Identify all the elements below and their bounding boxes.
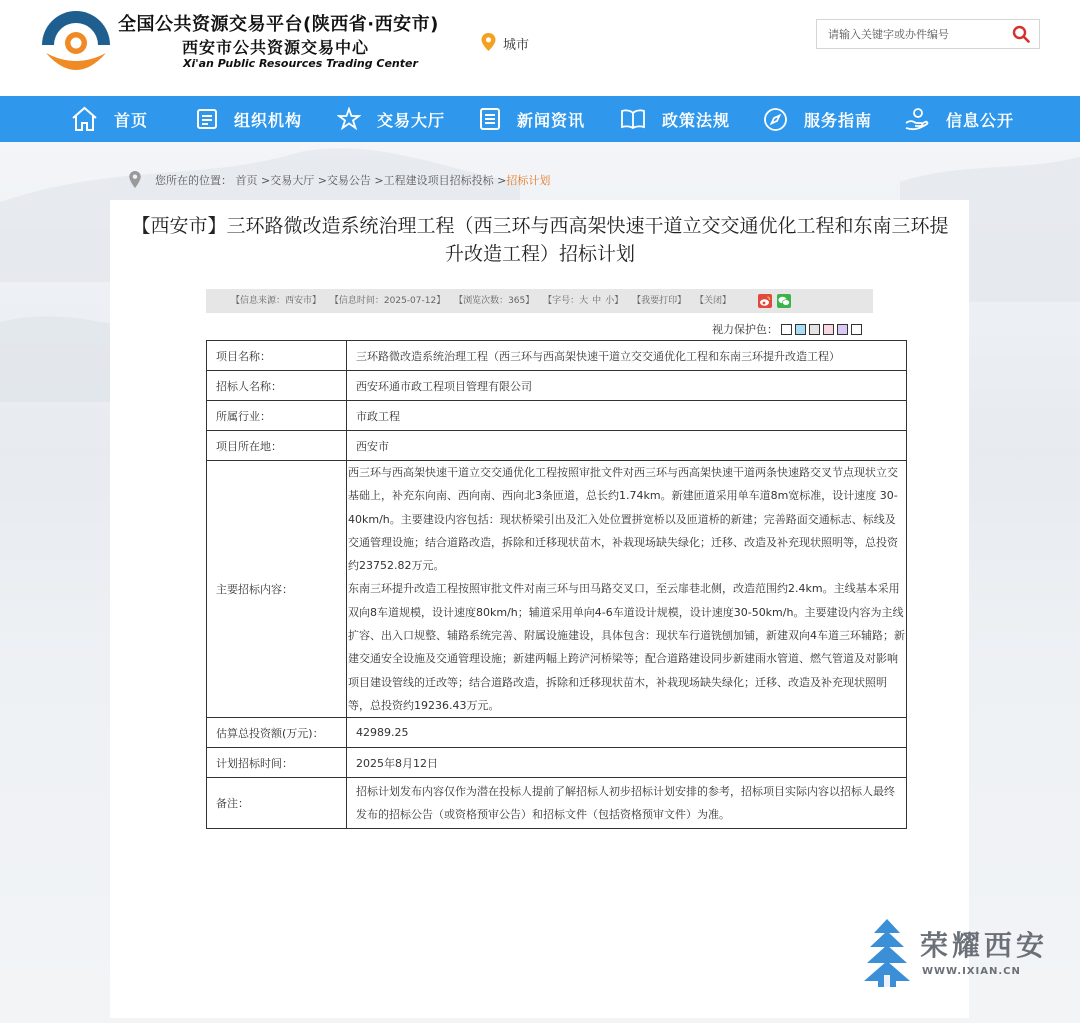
row-key: 招标人名称：	[207, 371, 347, 401]
breadcrumb-current[interactable]: 招标计划	[506, 174, 551, 187]
breadcrumb-link[interactable]: 交易公告	[326, 174, 371, 187]
meta-font-label: 【字号：	[543, 296, 580, 306]
eye-color-blue[interactable]	[795, 324, 806, 335]
eye-color-gray[interactable]	[809, 324, 820, 335]
nav-item-home[interactable]	[71, 96, 148, 142]
close-button[interactable]: 【关闭】	[694, 296, 731, 306]
news-icon	[479, 107, 501, 131]
eye-color-default[interactable]	[851, 324, 862, 335]
site-header	[0, 0, 1080, 96]
nav-label: 服务指南	[804, 110, 873, 130]
font-size-large[interactable]: 大	[579, 296, 589, 306]
meta-views: 【浏览次数：365】	[454, 296, 535, 306]
search-box	[816, 19, 1040, 49]
table-row	[207, 401, 907, 431]
row-value: 招标计划发布内容仅作为潜在投标人提前了解招标人初步招标计划安排的参考，招标项目实际内容以招标人最终发布的招标公告（或资格预审公告）和招标文件（包括资格预审文件）为准。	[347, 778, 907, 829]
breadcrumb	[155, 172, 550, 188]
search-input[interactable]	[817, 20, 1005, 48]
watermark-name: 荣耀西安	[920, 929, 1049, 962]
breadcrumb-link[interactable]: 工程建设项目招标投标	[383, 174, 494, 187]
nav-label: 首页	[114, 110, 149, 130]
print-button[interactable]: 【我要打印】	[632, 296, 687, 306]
article-meta-bar	[206, 289, 873, 313]
breadcrumb-separator: >	[257, 174, 271, 187]
nav-label: 组织机构	[234, 110, 303, 130]
breadcrumb-separator: >	[493, 174, 507, 187]
breadcrumb-link[interactable]: 交易大厅	[270, 174, 315, 187]
wechat-share-icon[interactable]	[777, 294, 791, 308]
nav-label: 新闻资讯	[517, 110, 586, 130]
trade-hall-icon	[337, 107, 361, 131]
search-icon	[1012, 25, 1030, 43]
meta-source: 【信息来源：西安市】	[231, 296, 322, 306]
site-subtitle: 西安市公共资源交易中心	[182, 38, 370, 57]
site-subtitle-en: Xi'an Public Resources Trading Center	[183, 57, 418, 70]
table-row	[207, 718, 907, 748]
table-row	[207, 748, 907, 778]
row-value: 42989.25	[347, 718, 907, 748]
table-row	[207, 341, 907, 371]
row-value: 市政工程	[347, 401, 907, 431]
main-nav	[0, 96, 1080, 142]
row-key: 主要招标内容：	[207, 461, 347, 718]
table-row	[207, 778, 907, 829]
breadcrumb-separator: >	[370, 174, 384, 187]
row-key: 项目名称：	[207, 341, 347, 371]
nav-label: 交易大厅	[377, 110, 446, 130]
project-info-table	[206, 340, 907, 829]
article-title: 【西安市】三环路微改造系统治理工程（西三环与西高架快速干道立交交通优化工程和东南三环提升改造工程）招标计划	[131, 215, 949, 265]
nav-item-news[interactable]	[479, 96, 585, 142]
row-key: 所属行业：	[207, 401, 347, 431]
eye-protection-label: 视力保护色：	[712, 323, 778, 336]
eye-color-purple[interactable]	[837, 324, 848, 335]
nav-item-disclosure[interactable]	[904, 96, 1014, 142]
content-paragraph-2: 东南三环提升改造工程按照审批文件对南三环与田马路交叉口，至云扉巷北侧，改造范围约2.4km。主线基本采用双向8车道规模，设计速度80km/h；辅道采用单向4-6车道设计规模，设计速度30-50km/h。主要建设内容为主线扩容、出入口规整、辅路系统完善、附属设施建设，具体包含：现状车行道铣刨加铺，新建双向4车道三环辅路；新建交通安全设施及交通管理设施；新建两幅上跨浐河桥梁等；配合道路建设同步新建雨水管道、燃气管道及对影响项目建设管线的迁改等；结合道路改造，拆除和迁移现状苗木，补栽现场缺失绿化；迁移、改造及补充现状照明等，总投资约19236.43万元。	[348, 582, 905, 712]
book-icon	[620, 108, 646, 130]
location-icon	[129, 171, 141, 188]
hand-icon	[904, 107, 930, 131]
row-key: 项目所在地：	[207, 431, 347, 461]
nav-label: 信息公开	[946, 110, 1015, 130]
row-key: 计划招标时间：	[207, 748, 347, 778]
breadcrumb-prefix: 您所在的位置：	[155, 174, 232, 187]
row-key: 估算总投资额(万元)：	[207, 718, 347, 748]
font-size-medium[interactable]: 中	[592, 296, 602, 306]
nav-item-trade-hall[interactable]	[337, 96, 445, 142]
watermark-pagoda-icon	[862, 917, 912, 987]
site-logo[interactable]	[38, 5, 114, 77]
row-key: 备注：	[207, 778, 347, 829]
site-title: 全国公共资源交易平台(陕西省·西安市)	[118, 14, 439, 35]
row-value: 2025年8月12日	[347, 748, 907, 778]
weibo-share-icon[interactable]	[758, 294, 772, 308]
breadcrumb-link[interactable]: 首页	[235, 174, 258, 187]
table-row	[207, 431, 907, 461]
content-paragraph-1: 西三环与西高架快速干道立交交通优化工程按照审批文件对西三环与西高架快速干道两条快速路交叉节点现状立交基础上，补充东向南、西向南、西向北3条匝道，总长约1.74km。新建匝道采用单车道8m宽标准，设计速度 30-40km/h。主要建设内容包括：现状桥梁引出及汇入处位置拼宽桥以及匝道桥的新建；完善路面交通标志、标线及交通管理设施；结合道路改造，拆除和迁移现状苗木，补栽现场缺失绿化；迁移、改造及补充现状照明等，总投资约23752.82万元。	[348, 466, 898, 573]
search-button[interactable]	[1003, 20, 1039, 48]
row-value: 西安环通市政工程项目管理有限公司	[347, 371, 907, 401]
font-size-small[interactable]: 小】	[605, 296, 624, 306]
eye-color-pink[interactable]	[823, 324, 834, 335]
eye-color-white[interactable]	[781, 324, 792, 335]
eye-protection-bar	[712, 321, 862, 337]
city-selector[interactable]: 城市	[503, 38, 530, 53]
org-icon	[196, 108, 218, 130]
watermark-url: WWW.IXIAN.CN	[922, 966, 1021, 977]
home-icon	[71, 106, 98, 132]
meta-time: 【信息时间：2025-07-12】	[329, 296, 446, 306]
table-row	[207, 461, 907, 718]
row-value	[347, 461, 907, 718]
location-pin-icon	[481, 33, 496, 51]
compass-icon	[763, 107, 788, 132]
nav-item-policy[interactable]	[620, 96, 730, 142]
nav-item-service[interactable]	[763, 96, 872, 142]
table-row	[207, 371, 907, 401]
nav-item-org[interactable]	[196, 96, 302, 142]
row-value: 三环路微改造系统治理工程（西三环与西高架快速干道立交交通优化工程和东南三环提升改造工程）	[347, 341, 907, 371]
breadcrumb-separator: >	[314, 174, 327, 187]
row-value: 西安市	[347, 431, 907, 461]
nav-label: 政策法规	[662, 110, 731, 130]
